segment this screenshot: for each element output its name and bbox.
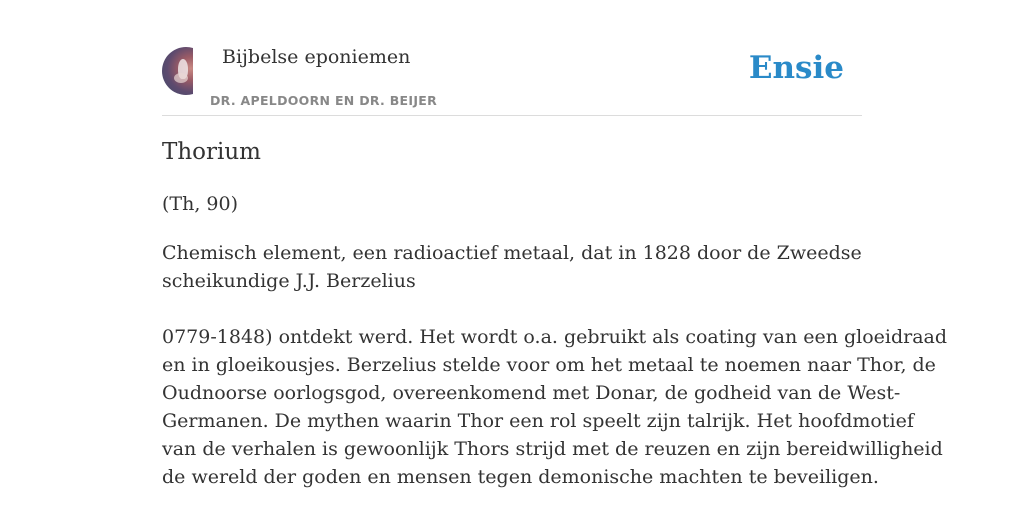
element-symbol: (Th, 90) — [162, 193, 238, 215]
paragraph-intro — [162, 239, 862, 295]
header — [162, 40, 862, 116]
text-line: en in gloeikousjes. Berzelius stelde voor om het metaal te noemen naar Thor, de — [162, 354, 936, 376]
book-cover-image[interactable] — [162, 47, 193, 95]
text-line: Chemisch element, een radioactief metaal, dat in 1828 door de Zweedse — [162, 242, 862, 264]
paragraph-body — [162, 323, 948, 491]
book-title-link[interactable]: Bijbelse eponiemen — [222, 46, 411, 68]
book-cover-flower-base — [174, 73, 188, 83]
book-authors: DR. APELDOORN EN DR. BEIJER — [210, 93, 438, 108]
text-line: scheikundige J.J. Berzelius — [162, 270, 416, 292]
article-title: Thorium — [162, 139, 261, 165]
text-line: 0779-1848) ontdekt werd. Het wordt o.a. gebruikt als coating van een gloeidraad — [162, 326, 948, 348]
text-line: Oudnoorse oorlogsgod, overeenkomend met Donar, de godheid van de West- — [162, 382, 901, 404]
text-line: van de verhalen is gewoonlijk Thors strijd met de reuzen en zijn bereidwilligheid — [162, 438, 943, 460]
text-line: de wereld der goden en mensen tegen demonische machten te beveiligen. — [162, 466, 879, 488]
brand-logo-link[interactable]: Ensie — [748, 50, 844, 86]
text-line: Germanen. De mythen waarin Thor een rol speelt zijn talrijk. Het hoofdmotief — [162, 410, 914, 432]
